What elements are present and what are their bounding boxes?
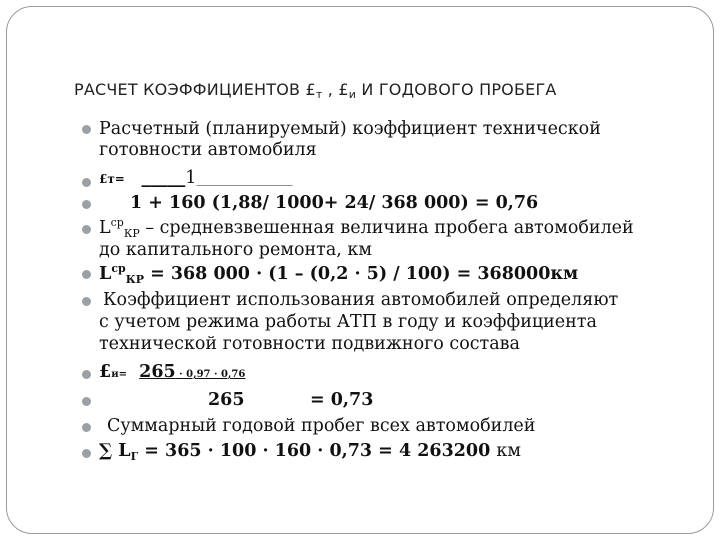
text-line: готовности автомобиля [99, 140, 317, 160]
formula-lkr: $L^{ср}_{КР} = 368$ 000 · (1 – (0,2 · 5) / 100) = 368000км [99, 262, 579, 286]
bullet-dot [82, 125, 91, 134]
text-line: Суммарный годовой пробег всех автомобилей [107, 416, 536, 436]
bullet-dot [82, 370, 91, 379]
formula-kt-denominator: 1 + 160 (1,88/ 1000+ 24/ 368 000) = 0,76 [130, 193, 539, 213]
formula-ki-denominator: 265 [208, 390, 245, 410]
bullet-dot [82, 297, 91, 306]
formula-ki: £и= 265 · 0,97 · 0,76 [99, 362, 246, 382]
bullet-dot [82, 225, 91, 234]
text-line: технической готовности подвижного состава [99, 334, 520, 354]
text-line: с учетом режима работы АТП в году и коэффициента [99, 312, 597, 332]
bullet-dot [82, 449, 91, 458]
formula-kt: £т= _____1________________ [99, 168, 293, 188]
text-line: Расчетный (планируемый) коэффициент технической [99, 119, 601, 139]
bullet-dot [82, 270, 91, 279]
text-line: $L^{ср}_{КР}$ – средневзвешенная величина пробега автомобилей [99, 216, 634, 240]
bullet-dot [82, 200, 91, 209]
bullet-dot [82, 397, 91, 406]
bullet-dot [82, 423, 91, 432]
formula-ki-result: = 0,73 [310, 390, 374, 410]
formula-total-mileage: ∑ $L_Г = 365 \cdot 100 \cdot 160 \cdot 0,73 = 4$ 263200 км [99, 441, 521, 463]
slide-title: РАСЧЕТ КОЭФФИЦИЕНТОВ £т , £и И ГОДОВОГО ПРОБЕГА [74, 80, 557, 101]
text-line: Коэффициент использования автомобилей определяют [103, 290, 619, 310]
text-line: до капитального ремонта, км [99, 240, 372, 260]
bullet-dot [82, 178, 91, 187]
